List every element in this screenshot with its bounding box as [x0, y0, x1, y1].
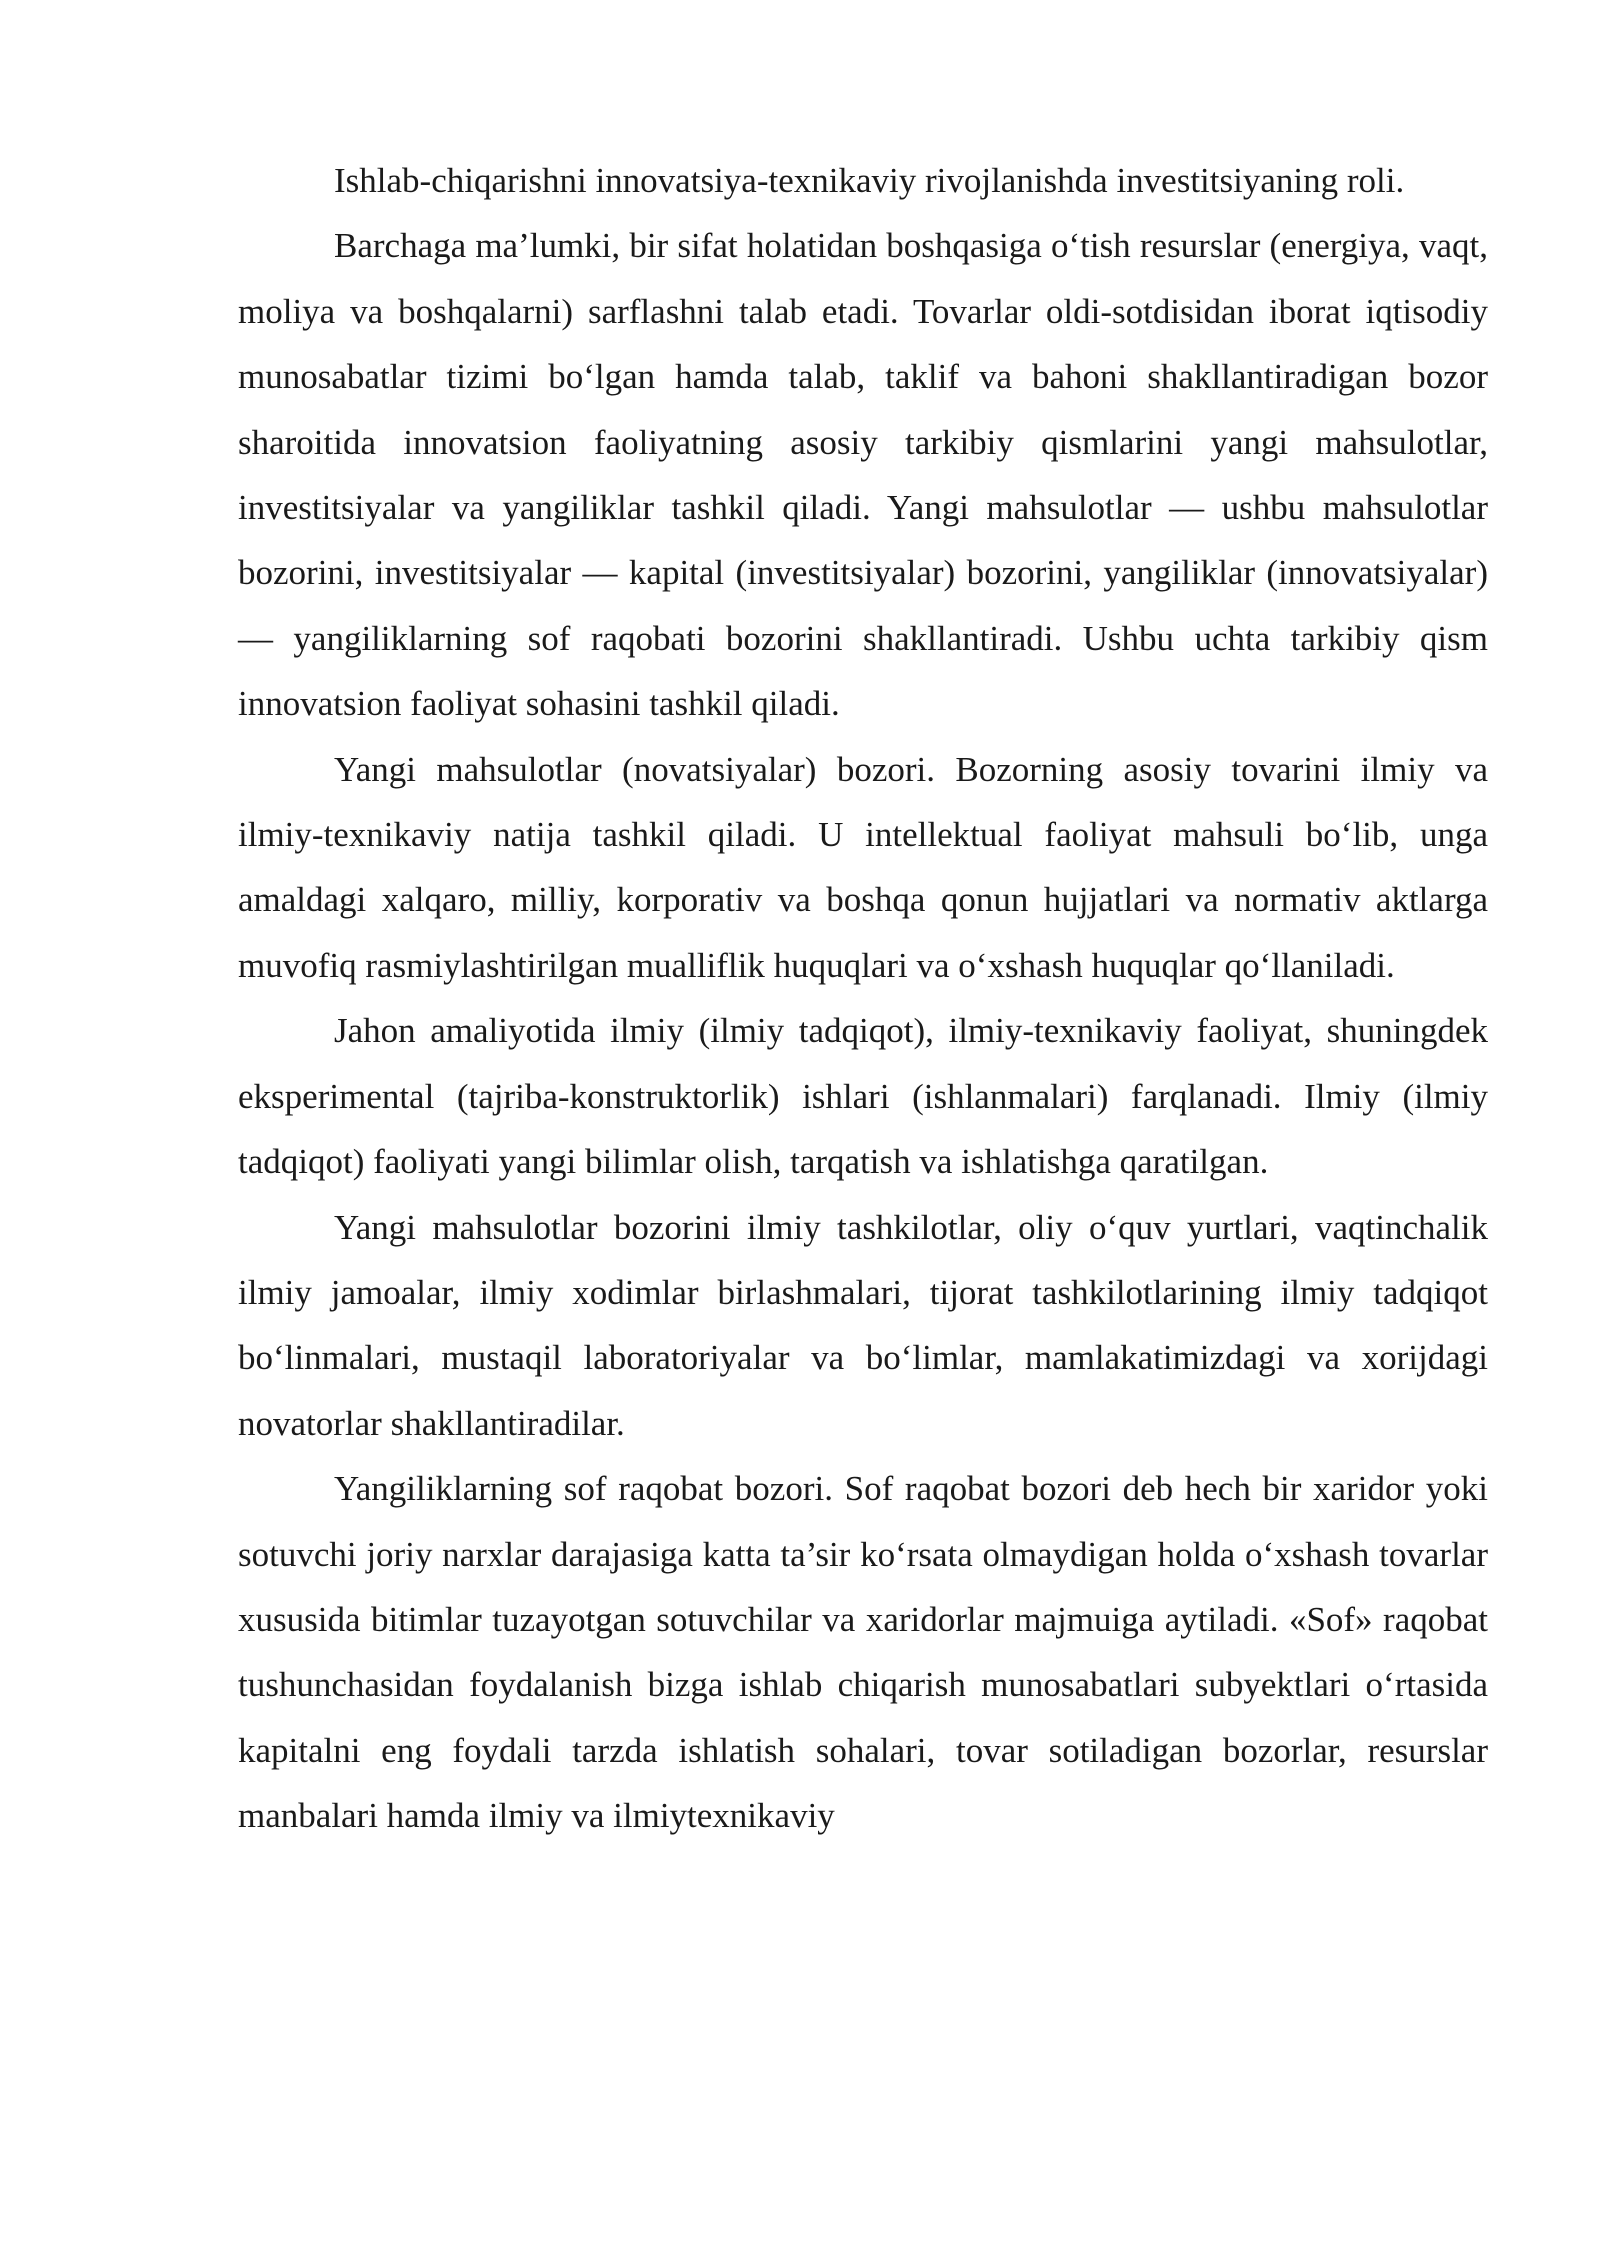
document-page [238, 148, 1488, 1849]
heading-paragraph: Ishlab-chiqarishni innovatsiya-texnikaviy rivojlanishda investitsiyaning roli. [334, 161, 1405, 200]
body-paragraph: Barchaga ma’lumki, bir sifat holatidan boshqasiga o‘tish resurslar (energiya, vaqt, moliya va boshqalarni) sarflashni talab etadi. Tovarlar oldi-sotdisidan iborat iqtisodiy munosabatlar tizimi bo‘lgan hamda talab, taklif va bahoni shakllantiradigan bozor sharoitida innovatsion faoliyatning asosiy tarkibiy qismlarini yangi mahsulotlar, investitsiyalar va yangiliklar tashkil qiladi. Yangi mahsulotlar — ushbu mahsulotlar bozorini, investitsiyalar — kapital (investitsiyalar) bozorini, yangiliklar (innovatsiyalar) — yangiliklarning sof raqobati bozorini shakllantiradi. Ushbu uchta tarkibiy qism innovatsion faoliyat sohasini tashkil qiladi. [238, 226, 1488, 724]
body-paragraph: Yangi mahsulotlar bozorini ilmiy tashkilotlar, oliy o‘quv yurtlari, vaqtinchalik ilmiy jamoalar, ilmiy xodimlar birlashmalari, tijorat tashkilotlarining ilmiy tadqiqot bo‘linmalari, mustaqil laboratoriyalar va bo‘limlar, mamlakatimizdagi va xorijdagi novatorlar shakllantiradilar. [238, 1207, 1488, 1443]
body-paragraph: Yangiliklarning sof raqobat bozori. Sof raqobat bozori deb hech bir xaridor yoki sotuvchi joriy narxlar darajasiga katta ta’sir ko‘rsata olmaydigan holda o‘xshash tovarlar xususida bitimlar tuzayotgan sotuvchilar va xaridorlar majmuiga aytiladi. «Sof» raqobat tushunchasidan foydalanish bizga ishlab chiqarish munosabatlari subyektlari o‘rtasida kapitalni eng foydali tarzda ishlatish sohalari, tovar sotiladigan bozorlar, resurslar manbalari hamda ilmiy va ilmiytexnikaviy [238, 1469, 1488, 1836]
body-paragraph: Yangi mahsulotlar (novatsiyalar) bozori. Bozorning asosiy tovarini ilmiy va ilmiy-texnikaviy natija tashkil qiladi. U intellektual faoliyat mahsuli bo‘lib, unga amaldagi xalqaro, milliy, korporativ va boshqa qonun hujjatlari va normativ aktlarga muvofiq rasmiylashtirilgan mualliflik huquqlari va o‘xshash huquqlar qo‘llaniladi. [238, 749, 1488, 985]
body-paragraph: Jahon amaliyotida ilmiy (ilmiy tadqiqot), ilmiy-texnikaviy faoliyat, shuningdek eksperimental (tajriba-konstruktorlik) ishlari (ishlanmalari) farqlanadi. Ilmiy (ilmiy tadqiqot) faoliyati yangi bilimlar olish, tarqatish va ishlatishga qaratilgan. [238, 1011, 1488, 1182]
